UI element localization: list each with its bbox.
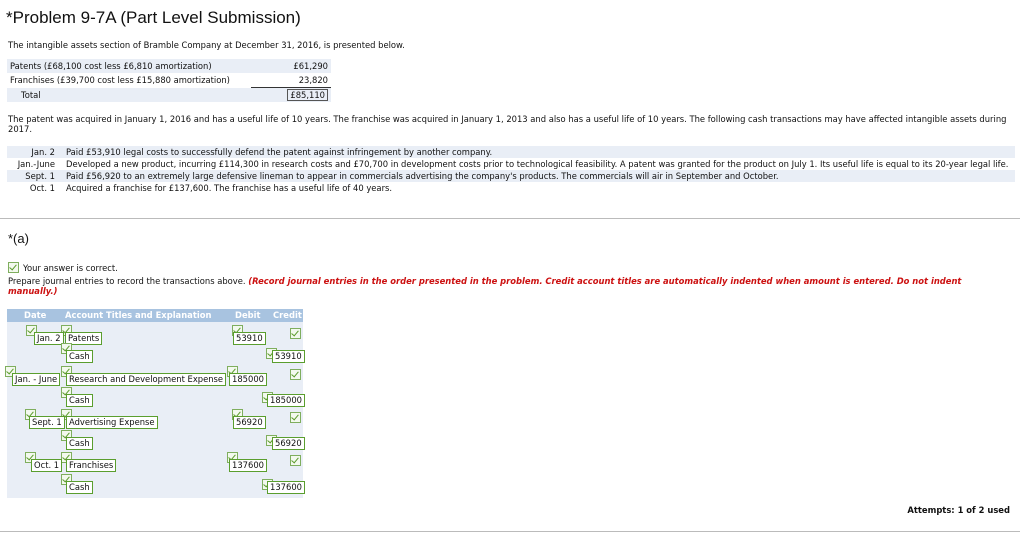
checkmark-icon — [8, 262, 19, 273]
check-icon — [290, 455, 301, 466]
transaction-text: Acquired a franchise for £137,600. The franchise has a useful life of 40 years. — [66, 183, 393, 193]
asset-label: Patents (£68,100 cost less £6,810 amortization) — [7, 59, 251, 73]
transaction-date: Sept. 1 — [7, 170, 63, 182]
asset-amount: 23,820 — [251, 73, 331, 88]
account-field[interactable]: Cash — [66, 481, 93, 494]
credit-field[interactable]: 53910 — [272, 350, 305, 363]
transaction-text: Developed a new product, incurring £114,300 in research costs and £70,700 in development costs prior to technological feasibility. A patent was granted for the product on July 1. Its useful life is equal to its 20-year legal life. — [66, 159, 1009, 169]
check-icon — [290, 369, 301, 380]
account-field[interactable]: Patents — [65, 332, 102, 345]
transaction-text: Paid £56,920 to an extremely large defensive lineman to appear in commercials advertising the company's products. The commercials will air in September and October. — [63, 170, 1015, 182]
intro-text: The intangible assets section of Bramble Company at December 31, 2016, is presented below. — [8, 40, 405, 50]
instruction-note: (Record journal entries in the order presented in the problem. Credit account titles are automatically indented when amount is entered. Do not indent manually.) — [8, 276, 962, 296]
table-row — [7, 146, 1015, 158]
debit-field[interactable]: 185000 — [229, 373, 267, 386]
attempts-counter: Attempts: 1 of 2 used — [907, 505, 1010, 515]
table-row — [7, 73, 331, 88]
account-field[interactable]: Research and Development Expense — [66, 373, 226, 386]
intangible-assets-table — [7, 59, 331, 102]
date-field[interactable]: Sept. 1 — [29, 416, 65, 429]
header-account: Account Titles and Explanation — [65, 310, 212, 320]
bottom-divider — [0, 531, 1020, 532]
table-row — [7, 182, 1015, 194]
debit-field[interactable]: 53910 — [233, 332, 266, 345]
section-divider — [0, 218, 1020, 219]
problem-title: *Problem 9-7A (Part Level Submission) — [6, 8, 301, 27]
check-icon — [290, 412, 301, 423]
credit-field[interactable]: 56920 — [272, 437, 305, 450]
transaction-text: Paid £53,910 legal costs to successfully defend the patent against infringement by another company. — [63, 146, 1015, 158]
transactions-table — [7, 146, 1015, 194]
header-debit: Debit — [235, 310, 261, 320]
asset-amount: £61,290 — [251, 59, 331, 73]
asset-label: Total — [7, 88, 251, 103]
debit-field[interactable]: 137600 — [229, 459, 267, 472]
table-row — [7, 59, 331, 73]
status-message — [8, 262, 118, 273]
table-row — [7, 158, 1015, 170]
transaction-date: Oct. 1 — [29, 183, 55, 193]
transaction-date: Jan. 2 — [7, 146, 63, 158]
part-label: *(a) — [8, 231, 29, 246]
journal-header — [7, 309, 303, 322]
account-field[interactable]: Advertising Expense — [66, 416, 158, 429]
header-credit: Credit — [273, 310, 302, 320]
date-field[interactable]: Jan. 2 — [34, 332, 64, 345]
table-row-total — [7, 88, 331, 103]
header-date: Date — [24, 310, 47, 320]
account-field[interactable]: Cash — [66, 350, 93, 363]
asset-label: Franchises (£39,700 cost less £15,880 amortization) — [10, 75, 230, 86]
credit-field[interactable]: 137600 — [267, 481, 305, 494]
instructions — [8, 276, 1008, 296]
table-row — [7, 170, 1015, 182]
check-icon — [290, 328, 301, 339]
transaction-date: Jan.-June — [17, 159, 55, 169]
instruction-text: Prepare journal entries to record the transactions above. — [8, 276, 246, 286]
account-field[interactable]: Franchises — [66, 459, 116, 472]
credit-field[interactable]: 185000 — [267, 394, 305, 407]
account-field[interactable]: Cash — [66, 437, 93, 450]
problem-paragraph: The patent was acquired in January 1, 2016 and has a useful life of 10 years. The franchise was acquired in January 1, 2013 and also has a useful life of 10 years. The following cash transactions may have affected intangible assets during 2017. — [8, 114, 1007, 134]
debit-field[interactable]: 56920 — [233, 416, 266, 429]
account-field[interactable]: Cash — [66, 394, 93, 407]
asset-amount-total: £85,110 — [287, 89, 328, 101]
status-text: Your answer is correct. — [23, 262, 118, 273]
date-field[interactable]: Oct. 1 — [31, 459, 62, 472]
date-field[interactable]: Jan. - June — [12, 373, 60, 386]
